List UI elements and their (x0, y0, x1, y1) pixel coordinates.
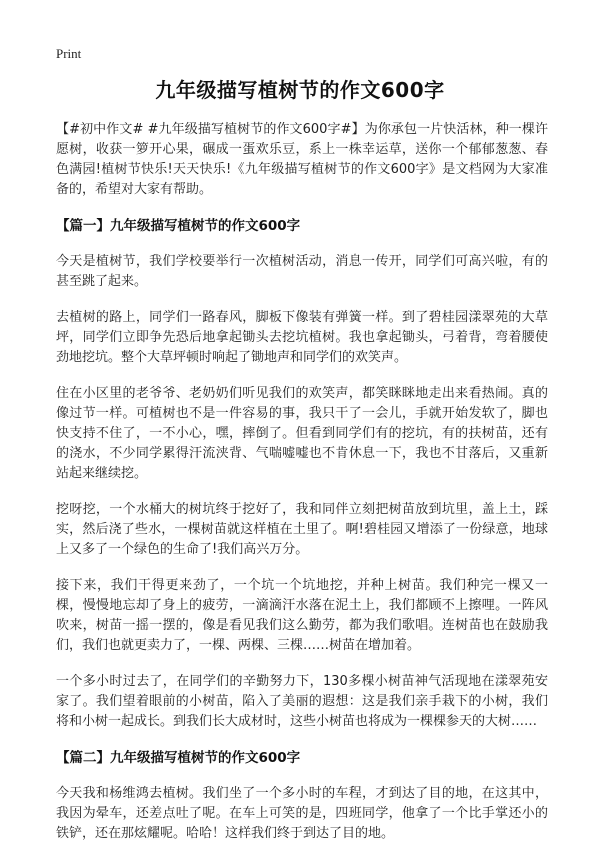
print-link[interactable]: Print (56, 46, 82, 61)
paragraph: 一个多小时过去了，在同学们的辛勤努力下，130多棵小树苗神气活现地在漾翠苑安家了。我们望着眼前的小树苗，陷入了美丽的遐想：这是我们亲手栽下的小树，我们将和小树一起成长。到我们长大成材时，这些小树苗也将成为一棵棵参天的大树…… (56, 674, 548, 729)
document-body (56, 120, 548, 860)
paragraph: 今天是植树节，我们学校要举行一次植树活动，消息一传开，同学们可高兴啦，有的甚至跳了起来。 (56, 254, 548, 289)
intro-paragraph: 【#初中作文# #九年级描写植树节的作文600字#】为你承包一片快活林，种一棵许愿树，收获一箩开心果，碾成一蛋欢乐豆，系上一株幸运草，送你一个郁郁葱葱、春色满园!植树节快乐!天天快乐!《九年级描写植树节的作文600字》是文档网为大家准备的，希望对大家有帮助。 (56, 122, 548, 197)
paragraph: 住在小区里的老爷爷、老奶奶们听见我们的欢笑声，都笑眯眯地走出来看热闹。真的像过节一样。可植树也不是一件容易的事，我只干了一会儿，手就开始发软了，脚也快支持不住了，一不小心，嘿，摔倒了。但看到同学们有的挖坑，有的扶树苗，还有的浇水，不少同学累得汗流浃背、气喘嘘嘘也不肯休息一下，我也不甘落后，又重新站起来继续挖。 (56, 386, 548, 481)
paragraph: 接下来，我们干得更来劲了，一个坑一个坑地挖，并种上树苗。我们种完一棵又一棵，慢慢地忘却了身上的疲劳，一滴滴汗水落在泥土上，我们都顾不上擦哩。一阵风吹来，树苗一摇一摆的，像是看见我们这么勤劳，都为我们歌唱。连树苗也在鼓励我们，我们也就更卖力了，一棵、两棵、三棵……树苗在增加着。 (56, 578, 548, 653)
section-heading-2[interactable]: 【篇二】九年级描写植树节的作文600字 (56, 750, 301, 766)
section-heading-1[interactable]: 【篇一】九年级描写植树节的作文600字 (56, 218, 301, 234)
paragraph: 今天我和杨维鸿去植树。我们坐了一个多小时的车程，才到达了目的地，在这其中，我因为晕车，还差点吐了呢。在车上可笑的是，四班同学，他拿了一个比手掌还小的铁铲，还在那炫耀呢。哈哈！这样我们终于到达了目的地。 (56, 786, 548, 841)
document-title: 九年级描写植树节的作文600字 (155, 78, 445, 102)
paragraph: 挖呀挖，一个水桶大的树坑终于挖好了，我和同伴立刻把树苗放到坑里，盖上土，踩实，然后浇了些水，一棵树苗就这样植在土里了。啊!碧桂园又增添了一份绿意，地球上又多了一个绿色的生命了!我们高兴万分。 (56, 502, 548, 557)
paragraph: 去植树的路上，同学们一路春风，脚板下像装有弹簧一样。到了碧桂园漾翠苑的大草坪，同学们立即争先恐后地拿起锄头去挖坑植树。我也拿起锄头，弓着背，弯着腰使劲地挖坑。整个大草坪顿时响起了锄地声和同学们的欢笑声。 (56, 310, 548, 365)
